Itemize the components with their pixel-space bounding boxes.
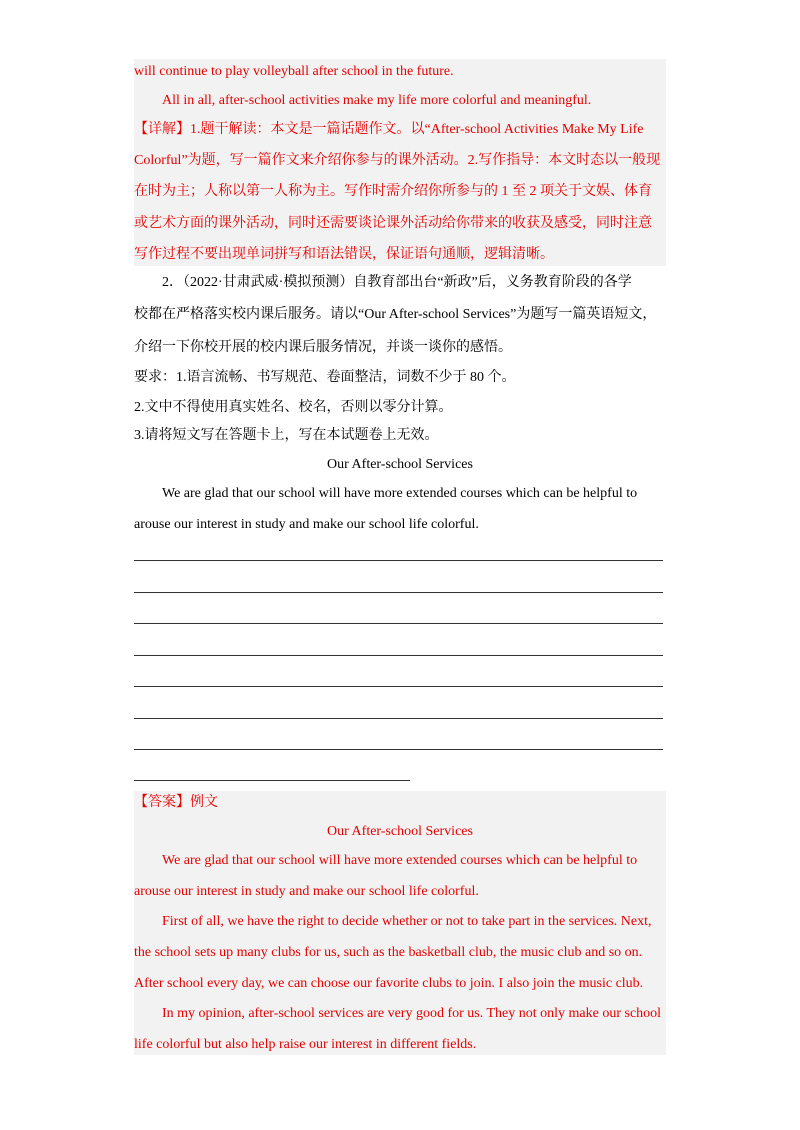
essay-start-line: arouse our interest in study and make our school life colorful. <box>134 517 479 532</box>
question-line: 介绍一下你校开展的校内课后服务情况，并谈一谈你的感悟。 <box>134 340 512 355</box>
question-line: 校都在严格落实校内课后服务。请以“Our After-school Services”为题写一篇英语短文， <box>134 307 657 322</box>
writing-line <box>134 560 663 561</box>
answer-paragraph-line: First of all, we have the right to decide whether or not to take part in the services. Next, <box>162 914 652 929</box>
answer-text-line: All in all, after-school activities make my life more colorful and meaningful. <box>162 93 592 108</box>
requirement-line: 3.请将短文写在答题卡上，写在本试题卷上无效。 <box>134 428 439 443</box>
question-line: 2．（2022·甘肃武威·模拟预测）自教育部出台“新政”后，义务教育阶段的各学 <box>162 275 632 290</box>
explanation-line: Colorful”为题，写一篇作文来介绍你参与的课外活动。2.写作指导：本文时态以一般现 <box>134 153 661 168</box>
writing-line <box>134 623 663 624</box>
answer-paragraph-line: In my opinion, after-school services are very good for us. They not only make our school <box>162 1006 662 1021</box>
answer-text-line: will continue to play volleyball after school in the future. <box>134 64 454 79</box>
answer-paragraph-line: We are glad that our school will have more extended courses which can be helpful to <box>162 853 638 868</box>
writing-line <box>134 749 663 750</box>
answer-title: Our After-school Services <box>327 824 473 839</box>
essay-start-line: We are glad that our school will have more extended courses which can be helpful to <box>162 486 638 501</box>
writing-line <box>134 592 663 593</box>
writing-line <box>134 780 410 781</box>
requirement-line: 要求：1.语言流畅、书写规范、卷面整洁，词数不少于 80 个。 <box>134 370 516 385</box>
explanation-line: 或艺术方面的课外活动，同时还需要谈论课外活动给你带来的收获及感受，同时注意 <box>134 216 652 231</box>
explanation-line: 写作过程不要出现单词拼写和语法错误，保证语句通顺，逻辑清晰。 <box>134 247 554 262</box>
answer-paragraph-line: the school sets up many clubs for us, such as the basketball club, the music club and so on. <box>134 945 643 960</box>
answer-paragraph-line: After school every day, we can choose our favorite clubs to join. I also join the music club. <box>134 976 644 991</box>
writing-line <box>134 655 663 656</box>
answer-label: 【答案】例文 <box>134 795 218 810</box>
explanation-line: 在时为主；人称以第一人称为主。写作时需介绍你所参与的 1 至 2 项关于文娱、体育 <box>134 184 652 199</box>
writing-line <box>134 686 663 687</box>
answer-paragraph-line: life colorful but also help raise our interest in different fields. <box>134 1037 477 1052</box>
answer-paragraph-line: arouse our interest in study and make our school life colorful. <box>134 884 479 899</box>
writing-line <box>134 718 663 719</box>
essay-title: Our After-school Services <box>327 457 473 472</box>
requirement-line: 2.文中不得使用真实姓名、校名，否则以零分计算。 <box>134 400 453 415</box>
explanation-line: 【详解】1.题干解读：本文是一篇话题作文。以“After-school Activities Make My Life <box>134 122 644 137</box>
